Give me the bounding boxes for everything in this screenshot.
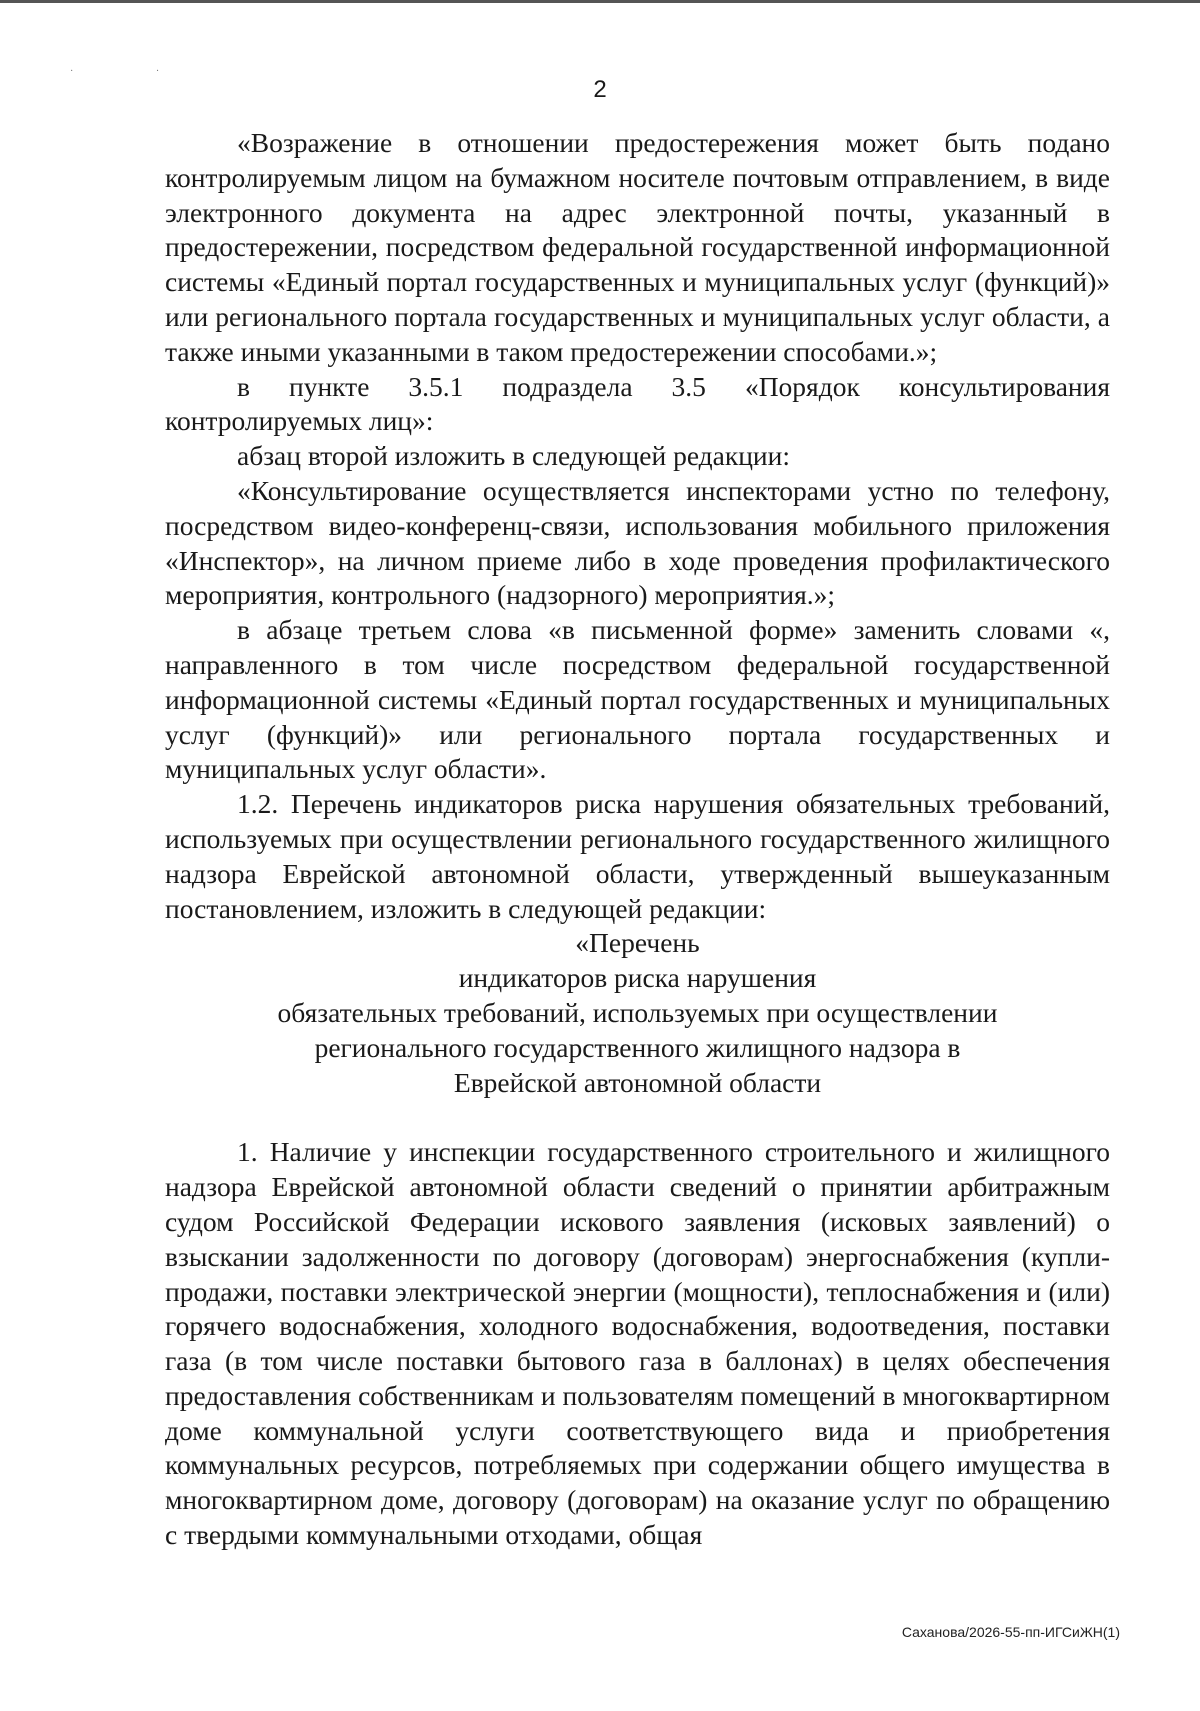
- second-paragraph-instruction: абзац второй изложить в следующей редакции:: [237, 440, 791, 472]
- list-title-line-5: Еврейской автономной области: [453, 1066, 822, 1098]
- clause-3-5-1-paragraph: в пункте 3.5.1 подраздела 3.5 «Порядок консультирования контролируемых лиц»:: [165, 370, 1110, 437]
- page-number: 2: [593, 76, 607, 103]
- list-title-line-4: регионального государственного жилищного надзора в: [314, 1031, 961, 1063]
- objection-paragraph: «Возражение в отношении предостережения может быть подано контролируемым лицом на бумажном носителе почтовым отправлением, в виде электронного документа на адрес электронной почты, указанный в предостережении, посредством федеральной государственной информационной системы «Единый портал государственных и муниципальных услуг (функций)» или регионального портала государственных и муниципальных услуг области, а также иными указанными в таком предостережении способами.»;: [165, 127, 1110, 367]
- footer-document-code: Саханова/2026-55-пп-ИГСиЖН(1): [901, 1624, 1120, 1640]
- document-body: [165, 126, 1110, 1553]
- list-title-line-2: индикаторов риска нарушения: [458, 962, 817, 994]
- list-title: [165, 926, 1110, 1100]
- list-title-line-3: обязательных требований, используемых при осуществлении: [277, 996, 998, 1028]
- indicator-item-1: 1. Наличие у инспекции государственного строительного и жилищного надзора Еврейской автономной области сведений о принятии арбитражным судом Российской Федерации искового заявления (исковых заявлений) о взыскании задолженности по договору (договорам) энергоснабжения (купли-продажи, поставки электрической энергии (мощности), теплоснабжения и (или) горячего водоснабжения, холодного водоснабжения, водоотведения, поставки газа (в том числе поставки бытового газа в баллонах) в целях обеспечения предоставления собственникам и пользователям помещений в многоквартирном доме коммунальной услуги соответствующего вида и приобретения коммунальных ресурсов, потребляемых при содержании общего имущества в многоквартирном доме, договору (договорам) на оказание услуг по обращению с твердыми коммунальными отходами, общая: [165, 1136, 1110, 1551]
- list-title-line-1: «Перечень: [575, 927, 700, 959]
- spacer: [165, 1100, 1110, 1135]
- item-1-2-paragraph: 1.2. Перечень индикаторов риска нарушения обязательных требований, используемых при осуществлении регионального государственного жилищного надзора Еврейской автономной области, утвержденный вышеуказанным постановлением, изложить в следующей редакции:: [165, 788, 1110, 924]
- consulting-paragraph: «Консультирование осуществляется инспекторами устно по телефону, посредством видео-конференц-связи, использования мобильного приложения «Инспектор», на личном приеме либо в ходе проведения профилактического мероприятия, контрольного (надзорного) мероприятия.»;: [165, 474, 1110, 611]
- scan-specks: · ·: [70, 66, 200, 77]
- third-paragraph-instruction: в абзаце третьем слова «в письменной форме» заменить словами «, направленного в том числе посредством федеральной государственной информационной системы «Единый портал государственных и муниципальных услуг (функций)» или регионального портала государственных и муниципальных услуг области».: [165, 614, 1110, 785]
- scan-edge-line: [0, 0, 1200, 3]
